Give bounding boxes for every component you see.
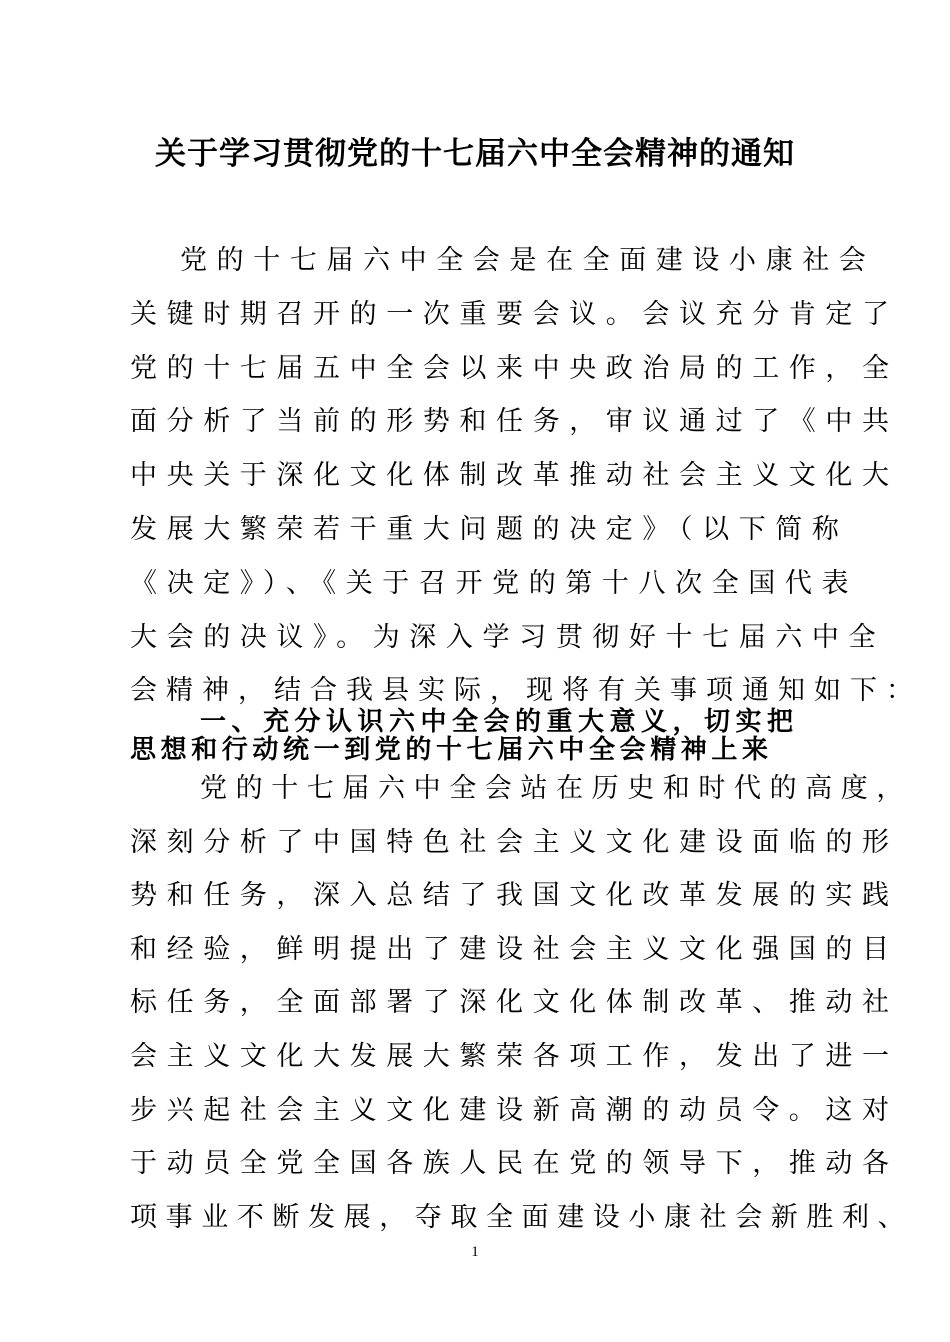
paragraph-line: 党的十七届六中全会站在历史和时代的高度， (200, 773, 912, 804)
paragraph-line: 深刻分析了中国特色社会主义文化建设面临的形 (130, 826, 899, 858)
paragraph-line: 于动员全党全国各族人民在党的领导下，推动各 (130, 1148, 899, 1180)
paragraph-line: 标任务，全面部署了深化文化体制改革、推动社 (130, 987, 899, 1019)
paragraph-line: 面分析了当前的形势和任务，审议通过了《中共 (130, 406, 899, 438)
intro-paragraph (130, 234, 922, 718)
paragraph-line: 中央关于深化文化体制改革推动社会主义文化大 (130, 460, 899, 492)
paragraph-line: 《决定》）、《关于召开党的第十八次全国代表 (130, 567, 859, 599)
paragraph-line: 党的十七届六中全会是在全面建设小康社会 (180, 245, 876, 276)
section-heading (130, 708, 846, 764)
paragraph-line: 会精神，结合我县实际，现将有关事项通知如下： (130, 675, 922, 707)
paragraph-line: 和经验，鲜明提出了建设社会主义文化强国的目 (130, 933, 899, 965)
paragraph-line: 步兴起社会主义文化建设新高潮的动员令。这对 (130, 1094, 899, 1126)
paragraph-line: 发展大繁荣若干重大问题的决定》（以下简称 (130, 513, 849, 545)
section-heading-line: 思想和行动统一到党的十七届六中全会精神上来 (130, 735, 773, 765)
paragraph-line: 项事业不断发展，夺取全面建设小康社会新胜利、 (130, 1201, 914, 1233)
page-number: 1 (471, 1244, 479, 1260)
paragraph-line: 关键时期召开的一次重要会议。会议充分肯定了 (130, 298, 899, 330)
section-heading-line: 一、充分认识六中全会的重大意义，切实把 (200, 707, 799, 737)
paragraph-line: 党的十七届五中全会以来中央政治局的工作，全 (130, 352, 899, 384)
paragraph-line: 会主义文化大发展大繁荣各项工作，发出了进一 (130, 1040, 899, 1072)
paragraph-line: 大会的决议》。为深入学习贯彻好十七届六中全 (130, 621, 886, 653)
paragraph-line: 势和任务，深入总结了我国文化改革发展的实践 (130, 880, 899, 912)
section-paragraph (130, 762, 914, 1244)
document-title: 关于学习贯彻党的十七届六中全会精神的通知 (155, 136, 795, 172)
